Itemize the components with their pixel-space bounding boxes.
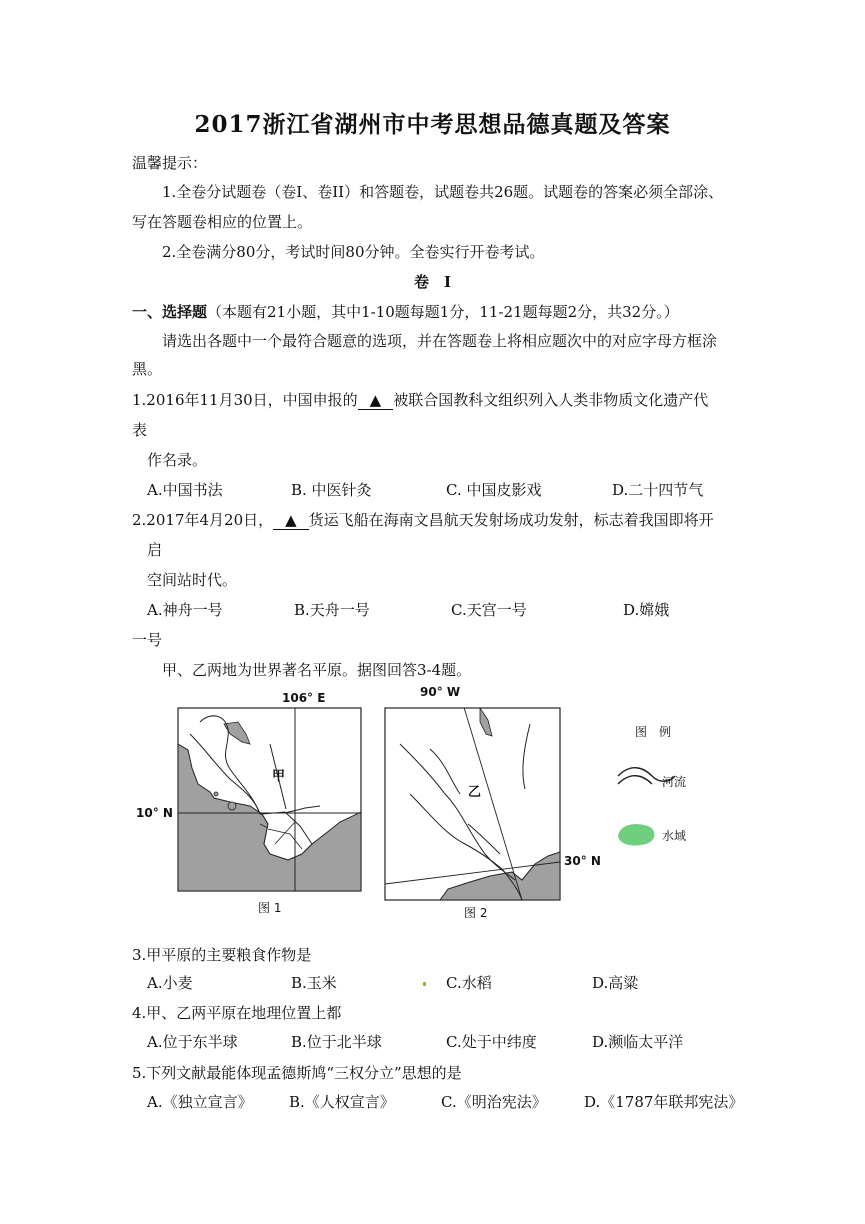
green-dot — [423, 982, 426, 986]
question-2-wrap-1: 启 — [147, 541, 163, 559]
part-1-heading — [132, 301, 679, 322]
figure-1-map — [136, 691, 361, 915]
legend-title: 图 例 — [635, 725, 672, 739]
water-legend-icon — [618, 824, 655, 845]
question-2-wrap-2: 空间站时代。 — [147, 571, 238, 589]
question-2-stem-post: 货运飞船在海南文昌航天发射场成功发射，标志着我国即将开 — [308, 511, 714, 529]
tip-heading: 温馨提示： — [132, 154, 208, 172]
figure-2-caption: 图 2 — [464, 906, 488, 920]
question-1-stem-post: 被联合国教科文组织列入人类非物质文化遗产代 — [393, 391, 709, 409]
tip-1-line-1: 1.全卷分试题卷（卷I、卷II）和答题卷，试题卷共26题。试题卷的答案必须全部涂、 — [162, 183, 724, 201]
question-3-option-c: C.水稻 — [446, 974, 492, 992]
question-4-option-c: C.处于中纬度 — [446, 1033, 537, 1051]
maps-figure — [130, 684, 730, 926]
question-1-option-b: B. 中医针灸 — [291, 481, 372, 499]
question-5-option-b: B.《人权宣言》 — [289, 1093, 395, 1111]
question-2-stem-pre: 2.2017年4月20日， — [132, 511, 274, 529]
question-1-option-a: A.中国书法 — [147, 481, 223, 499]
instruction-line-1: 请选出各题中一个最符合题意的选项，并在答题卷上将相应题次中的对应字母方框涂 — [162, 332, 718, 350]
part-1-label: 一、选择题 — [132, 303, 208, 321]
answer-blank: ▲ — [358, 391, 394, 410]
question-4-option-a: A.位于东半球 — [147, 1033, 238, 1051]
question-1-option-c: C. 中国皮影戏 — [446, 481, 542, 499]
question-1-stem-pre: 1.2016年11月30日，中国申报的 — [132, 391, 358, 409]
question-1-option-d: D.二十四节气 — [612, 481, 704, 499]
question-5-option-c: C.《明治宪法》 — [441, 1093, 547, 1111]
figure-2-map — [385, 685, 601, 920]
map-legend — [618, 724, 686, 845]
section-title: 卷 I — [413, 273, 452, 291]
figure-1-longitude-label: 106° E — [282, 691, 326, 705]
figure-2-latitude-label: 30° N — [564, 854, 601, 868]
question-3-option-a: A.小麦 — [147, 974, 193, 992]
tip-2: 2.全卷满分80分，考试时间80分钟。全卷实行开卷考试。 — [162, 243, 545, 261]
question-2-option-a: A.神舟一号 — [147, 601, 223, 619]
legend-river-label: 河流 — [662, 775, 687, 789]
figure-1-latitude-label: 10° N — [136, 806, 173, 820]
question-2-option-wrap: 一号 — [132, 631, 163, 649]
question-1-stem — [132, 389, 708, 410]
answer-blank: ▲ — [273, 511, 309, 530]
figure-2-place-label: 乙 — [468, 785, 482, 800]
instruction-line-2: 黑。 — [132, 360, 163, 378]
question-2-option-c: C.天宫一号 — [451, 601, 527, 619]
page-title: 2017浙江省湖州市中考思想品德真题及答案 — [194, 111, 671, 138]
map-intro: 甲、乙两地为世界著名平原。据图回答3-4题。 — [162, 661, 472, 679]
question-2-option-b: B.天舟一号 — [294, 601, 370, 619]
question-3-stem: 3.甲平原的主要粮食作物是 — [132, 946, 312, 964]
figure-1-place-label: 甲 — [272, 769, 286, 784]
question-3-option-d: D.高粱 — [592, 974, 639, 992]
figure-2-longitude-label: 90° W — [420, 685, 461, 699]
question-4-option-b: B.位于北半球 — [291, 1033, 382, 1051]
part-1-description: （本题有21小题，其中1-10题每题1分，11-21题每题2分，共32分。） — [207, 303, 679, 321]
question-4-stem: 4.甲、乙两平原在地理位置上都 — [132, 1004, 342, 1022]
question-3-option-b: B.玉米 — [291, 974, 337, 992]
tip-1-line-2: 写在答题卷相应的位置上。 — [132, 213, 313, 231]
question-4-option-d: D.濒临太平洋 — [592, 1033, 684, 1051]
question-5-option-d: D.《1787年联邦宪法》 — [584, 1093, 744, 1111]
question-2-option-d: D.嫦娥 — [623, 601, 670, 619]
legend-water-label: 水域 — [662, 829, 687, 843]
question-5-option-a: A.《独立宣言》 — [147, 1093, 253, 1111]
figure-1-caption: 图 1 — [258, 901, 282, 915]
question-5-stem: 5.下列文献最能体现孟德斯鸠“三权分立”思想的是 — [132, 1064, 462, 1082]
question-1-wrap-1: 表 — [132, 421, 148, 439]
question-2-stem — [132, 509, 714, 530]
question-1-wrap-2: 作名录。 — [147, 451, 208, 469]
